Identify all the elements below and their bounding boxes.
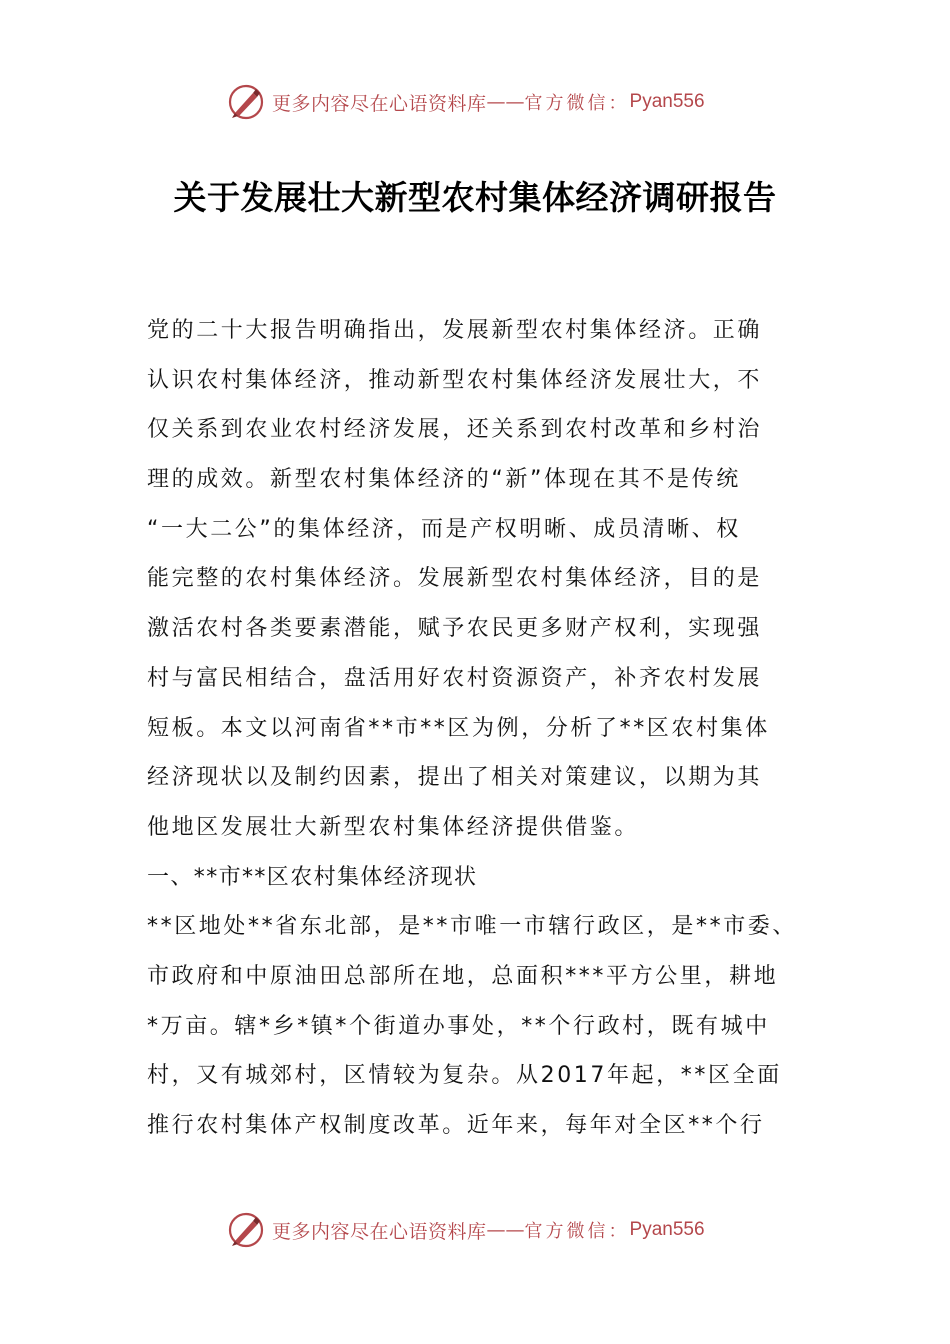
watermark-dash: —— bbox=[486, 91, 525, 113]
watermark-text: 更多内容尽在心语资料库 bbox=[272, 92, 487, 115]
paragraph-line: *万亩。辖*乡*镇*个街道办事处，**个行政村，既有城中 bbox=[147, 1013, 770, 1039]
paragraph-line: 村与富民相结合，盘活用好农村资源资产，补齐农村发展 bbox=[147, 665, 763, 691]
paragraph-line: 短板。本文以河南省**市**区为例，分析了**区农村集体 bbox=[147, 715, 770, 741]
paragraph-line: 市政府和中原油田总部所在地，总面积***平方公里，耕地 bbox=[147, 963, 779, 989]
watermark-label: 官方微信： bbox=[524, 1221, 630, 1242]
paragraph-line: **区地处**省东北部，是**市唯一市辖行政区，是**市委、 bbox=[147, 914, 798, 940]
paragraph-line: 党的二十大报告明确指出，发展新型农村集体经济。正确 bbox=[147, 318, 763, 343]
watermark-id: Pyan556 bbox=[629, 91, 705, 112]
paragraph-line: 村，又有城郊村，区情较为复杂。从2017年起，**区全面 bbox=[147, 1063, 782, 1089]
watermark-text: 更多内容尽在心语资料库 bbox=[272, 1220, 487, 1243]
section-heading: 一、**市**区农村集体经济现状 bbox=[147, 864, 478, 890]
paragraph-line: 能完整的农村集体经济。发展新型农村集体经济，目的是 bbox=[147, 566, 763, 592]
pen-logo-icon bbox=[226, 82, 266, 122]
paragraph-line: 认识农村集体经济，推动新型农村集体经济发展壮大，不 bbox=[147, 367, 763, 393]
paragraph-line: 仅关系到农业农村经济发展，还关系到农村改革和乡村治 bbox=[147, 417, 763, 443]
header-watermark bbox=[226, 80, 705, 124]
paragraph-line: 他地区发展壮大新型农村集体经济提供借鉴。 bbox=[147, 814, 640, 840]
pen-logo-icon bbox=[226, 1210, 266, 1250]
paragraph-line: 激活农村各类要素潜能，赋予农民更多财产权利，实现强 bbox=[147, 616, 763, 642]
paragraph-line: 理的成效。新型农村集体经济的“新”体现在其不是传统 bbox=[147, 467, 741, 493]
footer-watermark bbox=[226, 1208, 705, 1252]
document-body bbox=[147, 306, 812, 1151]
watermark-label: 官方微信： bbox=[524, 93, 630, 114]
watermark-dash: —— bbox=[486, 1219, 525, 1241]
paragraph-line: 推行农村集体产权制度改革。近年来，每年对全区**个行 bbox=[147, 1113, 765, 1138]
watermark-id: Pyan556 bbox=[629, 1219, 705, 1240]
document-title: 关于发展壮大新型农村集体经济调研报告 bbox=[173, 178, 777, 217]
paragraph-line: “一大二公”的集体经济，而是产权明晰、成员清晰、权 bbox=[147, 516, 741, 542]
paragraph-line: 经济现状以及制约因素，提出了相关对策建议，以期为其 bbox=[147, 765, 763, 791]
